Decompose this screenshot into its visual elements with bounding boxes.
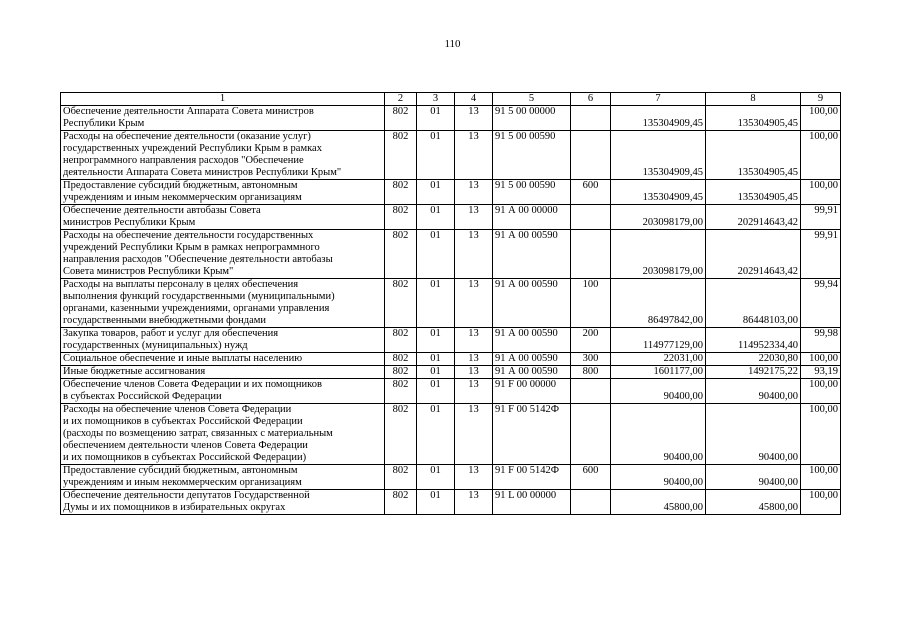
row-description: Расходы на обеспечение деятельности государственных учреждений Республики Крым в рамках непрограммного направления расходов "Обеспечение деятельности автобазы Совета министров Республики Крым" [61,230,385,279]
cell-col-3: 01 [417,131,455,180]
cell-col-7: 45800,00 [611,490,706,515]
cell-col-2: 802 [385,366,417,379]
cell-col-2: 802 [385,490,417,515]
cell-col-3: 01 [417,366,455,379]
cell-col-9: 99,91 [801,230,841,279]
cell-col-7: 22031,00 [611,353,706,366]
table-row [61,490,841,515]
cell-col-6: 600 [571,180,611,205]
cell-col-9: 100,00 [801,353,841,366]
cell-col-4: 13 [455,279,493,328]
cell-col-7: 114977129,00 [611,328,706,353]
cell-col-2: 802 [385,205,417,230]
column-header: 4 [455,93,493,106]
cell-col-4: 13 [455,490,493,515]
row-description: Расходы на выплаты персоналу в целях обеспечения выполнения функций государственными (муниципальными) органами, казенными учреждениями, органами управления государственными внебюджетными фондами [61,279,385,328]
cell-col-8: 135304905,45 [706,180,801,205]
cell-col-6 [571,379,611,404]
cell-col-3: 01 [417,404,455,465]
cell-col-5: 91 А 00 00590 [493,353,571,366]
cell-col-8: 114952334,40 [706,328,801,353]
cell-col-4: 13 [455,404,493,465]
cell-col-7: 1601177,00 [611,366,706,379]
column-header: 9 [801,93,841,106]
cell-col-8: 90400,00 [706,404,801,465]
cell-col-3: 01 [417,465,455,490]
cell-col-2: 802 [385,353,417,366]
cell-col-8: 22030,80 [706,353,801,366]
cell-col-2: 802 [385,180,417,205]
cell-col-2: 802 [385,404,417,465]
cell-col-5: 91 А 00 00000 [493,205,571,230]
column-header: 6 [571,93,611,106]
row-description: Расходы на обеспечение деятельности (оказание услуг) государственных учреждений Республики Крым в рамках непрограммного направления расходов "Обеспечение деятельности Аппарата Совета министров Республики Крым" [61,131,385,180]
cell-col-8: 86448103,00 [706,279,801,328]
cell-col-6: 800 [571,366,611,379]
table-row [61,366,841,379]
table-row [61,328,841,353]
cell-col-9: 100,00 [801,180,841,205]
cell-col-7: 90400,00 [611,379,706,404]
cell-col-6 [571,404,611,465]
cell-col-7: 86497842,00 [611,279,706,328]
cell-col-3: 01 [417,230,455,279]
cell-col-5: 91 5 00 00590 [493,131,571,180]
cell-col-3: 01 [417,106,455,131]
row-description: Предоставление субсидий бюджетным, автономным учреждениям и иным некоммерческим организациям [61,180,385,205]
row-description: Расходы на обеспечение членов Совета Федерации и их помощников в субъектах Российской Федерации (расходы по возмещению затрат, связанных с материальным обеспечением деятельности членов Совета Федерации и их помощников в субъектах Российской Федерации) [61,404,385,465]
cell-col-5: 91 L 00 00000 [493,490,571,515]
table-row [61,404,841,465]
row-description: Иные бюджетные ассигнования [61,366,385,379]
cell-col-5: 91 5 00 00000 [493,106,571,131]
cell-col-4: 13 [455,180,493,205]
row-description: Предоставление субсидий бюджетным, автономным учреждениям и иным некоммерческим организациям [61,465,385,490]
cell-col-5: 91 F 00 5142Ф [493,404,571,465]
cell-col-5: 91 5 00 00590 [493,180,571,205]
cell-col-3: 01 [417,180,455,205]
table-row [61,205,841,230]
cell-col-5: 91 F 00 5142Ф [493,465,571,490]
cell-col-7: 135304909,45 [611,131,706,180]
cell-col-9: 100,00 [801,131,841,180]
cell-col-4: 13 [455,205,493,230]
cell-col-5: 91 А 00 00590 [493,366,571,379]
row-description: Обеспечение деятельности депутатов Государственной Думы и их помощников в избирательных округах [61,490,385,515]
cell-col-9: 99,94 [801,279,841,328]
cell-col-2: 802 [385,379,417,404]
cell-col-9: 99,98 [801,328,841,353]
cell-col-6: 200 [571,328,611,353]
cell-col-2: 802 [385,131,417,180]
cell-col-8: 90400,00 [706,465,801,490]
cell-col-5: 91 А 00 00590 [493,328,571,353]
cell-col-5: 91 F 00 00000 [493,379,571,404]
cell-col-6 [571,205,611,230]
table-row [61,465,841,490]
cell-col-9: 100,00 [801,404,841,465]
cell-col-9: 93,19 [801,366,841,379]
cell-col-8: 202914643,42 [706,230,801,279]
column-header: 1 [61,93,385,106]
table-row [61,180,841,205]
cell-col-6 [571,131,611,180]
table-row [61,131,841,180]
cell-col-9: 100,00 [801,465,841,490]
cell-col-7: 90400,00 [611,465,706,490]
header-row [61,93,841,106]
cell-col-6 [571,106,611,131]
cell-col-9: 100,00 [801,490,841,515]
cell-col-8: 45800,00 [706,490,801,515]
cell-col-4: 13 [455,131,493,180]
cell-col-6: 600 [571,465,611,490]
table-row [61,279,841,328]
cell-col-3: 01 [417,490,455,515]
row-description: Закупка товаров, работ и услуг для обеспечения государственных (муниципальных) нужд [61,328,385,353]
cell-col-7: 203098179,00 [611,205,706,230]
table-row [61,379,841,404]
cell-col-7: 90400,00 [611,404,706,465]
table-row [61,106,841,131]
cell-col-4: 13 [455,106,493,131]
cell-col-7: 135304909,45 [611,106,706,131]
cell-col-6: 100 [571,279,611,328]
cell-col-2: 802 [385,328,417,353]
page-number: 110 [444,38,461,50]
cell-col-3: 01 [417,328,455,353]
column-header: 2 [385,93,417,106]
cell-col-3: 01 [417,379,455,404]
cell-col-8: 202914643,42 [706,205,801,230]
cell-col-8: 135304905,45 [706,131,801,180]
cell-col-3: 01 [417,205,455,230]
cell-col-4: 13 [455,328,493,353]
cell-col-2: 802 [385,106,417,131]
cell-col-8: 90400,00 [706,379,801,404]
cell-col-7: 135304909,45 [611,180,706,205]
cell-col-4: 13 [455,353,493,366]
cell-col-4: 13 [455,230,493,279]
cell-col-2: 802 [385,465,417,490]
cell-col-8: 135304905,45 [706,106,801,131]
cell-col-4: 13 [455,366,493,379]
cell-col-9: 100,00 [801,106,841,131]
cell-col-7: 203098179,00 [611,230,706,279]
cell-col-4: 13 [455,465,493,490]
cell-col-3: 01 [417,279,455,328]
cell-col-6: 300 [571,353,611,366]
cell-col-6 [571,230,611,279]
cell-col-3: 01 [417,353,455,366]
column-header: 7 [611,93,706,106]
column-header: 5 [493,93,571,106]
cell-col-5: 91 А 00 00590 [493,230,571,279]
row-description: Обеспечение деятельности автобазы Совета министров Республики Крым [61,205,385,230]
column-header: 8 [706,93,801,106]
cell-col-6 [571,490,611,515]
table-row [61,353,841,366]
cell-col-9: 100,00 [801,379,841,404]
cell-col-4: 13 [455,379,493,404]
row-description: Социальное обеспечение и иные выплаты населению [61,353,385,366]
row-description: Обеспечение деятельности Аппарата Совета министров Республики Крым [61,106,385,131]
cell-col-2: 802 [385,230,417,279]
cell-col-5: 91 А 00 00590 [493,279,571,328]
cell-col-8: 1492175,22 [706,366,801,379]
cell-col-2: 802 [385,279,417,328]
row-description: Обеспечение членов Совета Федерации и их помощников в субъектах Российской Федерации [61,379,385,404]
table-row [61,230,841,279]
column-header: 3 [417,93,455,106]
cell-col-9: 99,91 [801,205,841,230]
budget-table [60,92,841,515]
